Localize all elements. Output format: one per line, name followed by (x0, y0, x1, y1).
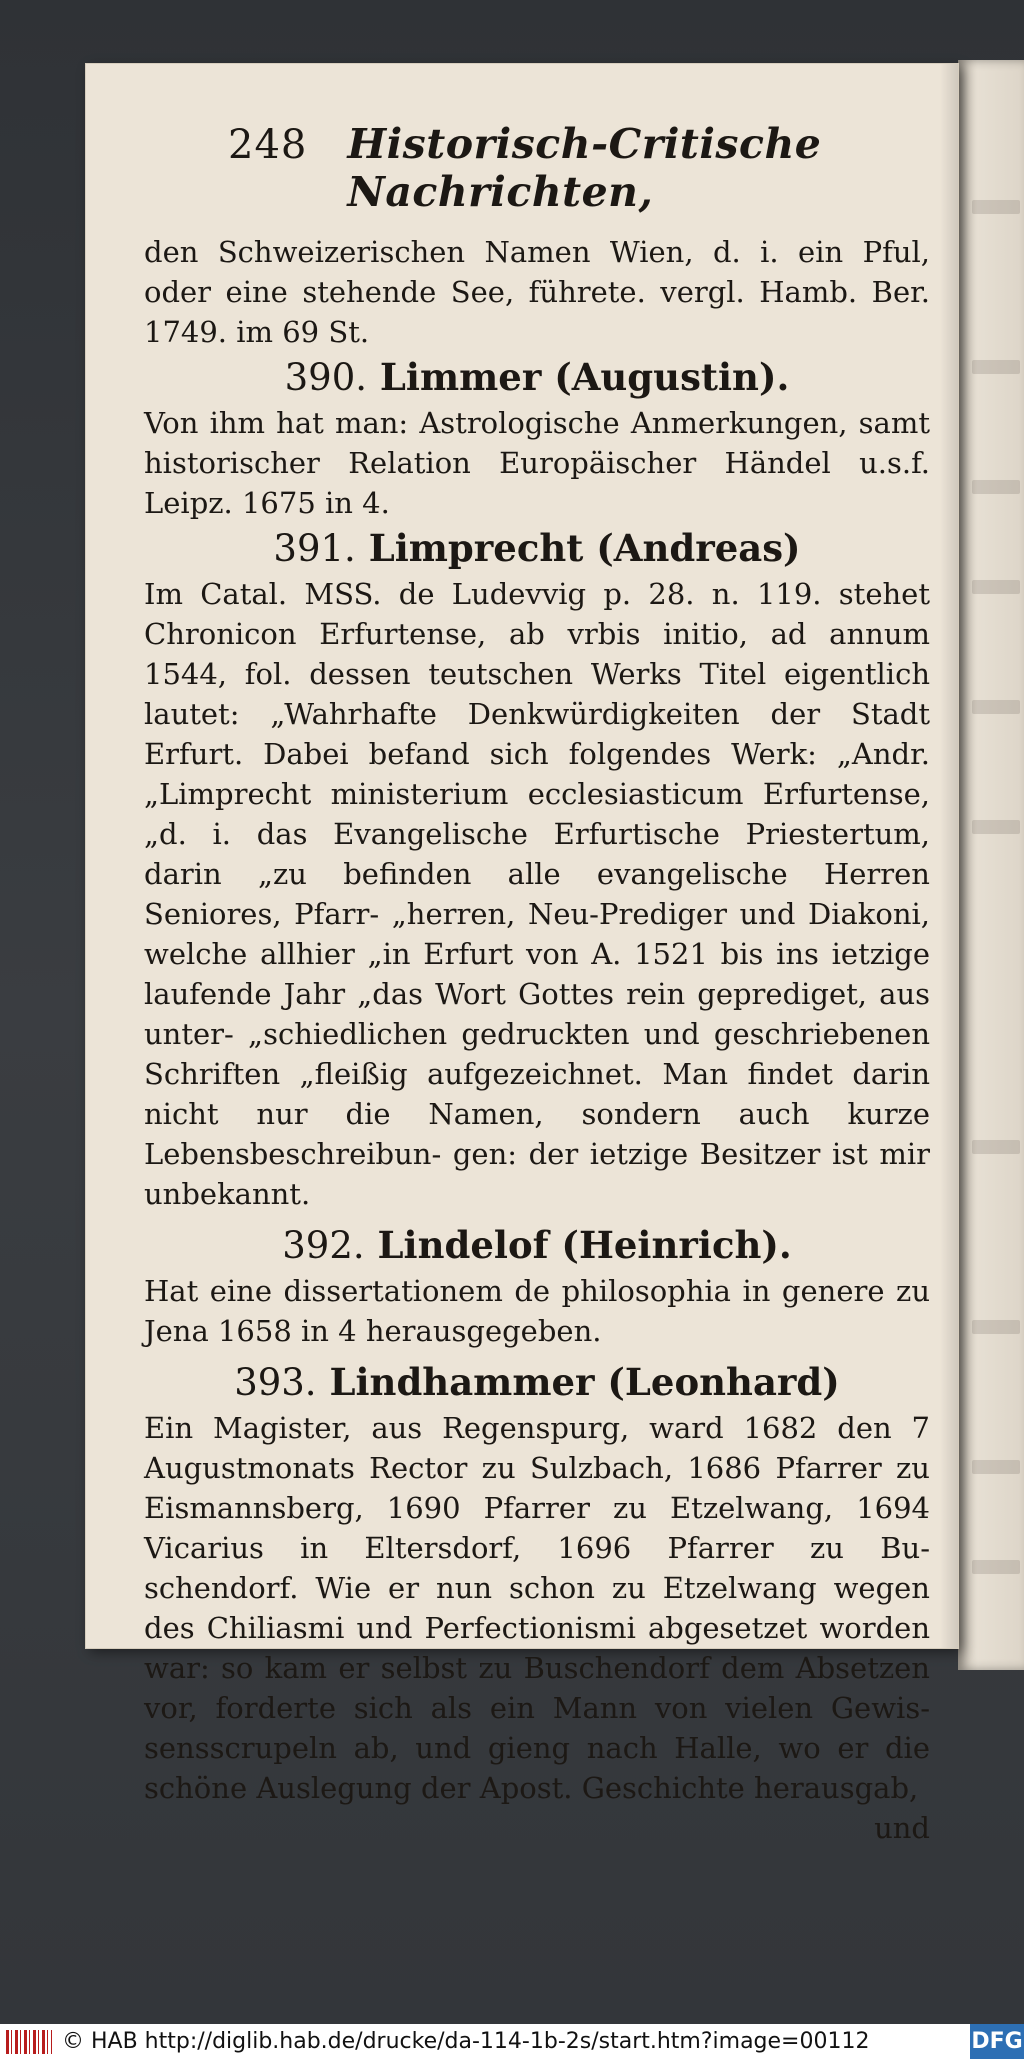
entry-number: 390. (284, 356, 368, 399)
entry-body-391: Im Catal. MSS. de Ludevvig p. 28. n. 119. stehet Chronicon Erfurtense, ab vrbis initio, ad annum 1544, fol. dessen teutschen Werks Titel eigentlich lautet: „Wahrhafte Denkwürdigkeiten der Stadt Erfurt. Dabei befand sich folgendes Werk: „Andr. „Limprecht ministerium ecclesiasticum Erfurtense, „d. i. das Evangelische Erfurtische Priestertum, darin „zu befinden alle evangelische Herren Seniores, Pfarr- „herren, Neu-Prediger und Diakoni, welche allhier „in Erfurt von A. 1521 bis ins ietzige laufende Jahr „das Wort Gottes rein geprediget, aus unter- „schiedlichen gedruckten und geschriebenen Schriften „fleißig aufgezeichnet. Man findet darin nicht nur die Namen, sondern auch kurze Lebensbeschreibun- gen: der ietzige Besitzer ist mir unbekannt. (144, 577, 930, 1211)
entry-body-393: Ein Magister, aus Regenspurg, ward 1682 den 7 Augustmonats Rector zu Sulzbach, 1686 Pfarrer zu Eismannsberg, 1690 Pfarrer zu Etzelwang, 1694 Vicarius in Eltersdorf, 1696 Pfarrer zu Bu- schendorf. Wie er nun schon zu Etzelwang wegen des Chiliasmi und Perfectionismi abgesetzet worden war: so kam er selbst zu Buschendorf dem Absetzen vor, forderte sich als ein Mann von vielen Gewis- sensscrupeln ab, und gieng nach Halle, wo er die schöne Auslegung der Apost. Geschichte herausgab, (144, 1411, 930, 1805)
bleed-through-mark (972, 820, 1020, 834)
facing-page-edge (958, 60, 1024, 1670)
viewer-footer (0, 2024, 1024, 2059)
bleed-through-mark (972, 1320, 1020, 1334)
entry-title: Limmer (Augustin). (379, 355, 790, 399)
entry-body-392: Hat eine dissertationem de philosophia in genere zu Jena 1658 in 4 herausgegeben. (144, 1274, 930, 1348)
entry-heading-390 (144, 352, 930, 403)
entry-heading-393 (144, 1357, 930, 1408)
dfg-logo: DFG (970, 2024, 1024, 2059)
bleed-through-mark (972, 480, 1020, 494)
bleed-through-mark (972, 1140, 1020, 1154)
page-number: 248 (228, 122, 308, 168)
entry-title: Lindelof (Heinrich). (377, 1223, 792, 1267)
bleed-through-mark (972, 360, 1020, 374)
entry-number: 392. (282, 1224, 365, 1267)
entry-body-390: Von ihm hat man: Astrologische Anmerkungen, samt historischer Relation Europäischer Händel u.s.f. Leipz. 1675 in 4. (144, 406, 930, 520)
copyright-link[interactable]: © HAB http://diglib.hab.de/drucke/da-114-1b-2s/start.htm?image=00112 (62, 2029, 870, 2054)
entry-number: 391. (273, 527, 356, 570)
entry-title: Lindhammer (Leonhard) (329, 1360, 840, 1404)
entry-title: Limprecht (Andreas) (368, 526, 801, 570)
running-title: Historisch-Critische Nachrichten, (347, 120, 822, 216)
bleed-through-mark (972, 200, 1020, 214)
running-head (228, 120, 930, 216)
bleed-through-mark (972, 700, 1020, 714)
page-text (144, 120, 930, 1848)
bleed-through-mark (972, 1460, 1020, 1474)
bleed-through-mark (972, 580, 1020, 594)
entry-number: 393. (234, 1361, 317, 1404)
bleed-through-mark (972, 1560, 1020, 1574)
entry-heading-392 (144, 1220, 930, 1271)
paragraph-continued: den Schweizerischen Namen Wien, d. i. ein Pful, oder eine stehende See, führete. vergl. Hamb. Ber. 1749. im 69 St. (144, 235, 930, 349)
entry-heading-391 (144, 523, 930, 574)
barcode-icon (6, 2030, 52, 2054)
catchword: und (874, 1811, 930, 1845)
